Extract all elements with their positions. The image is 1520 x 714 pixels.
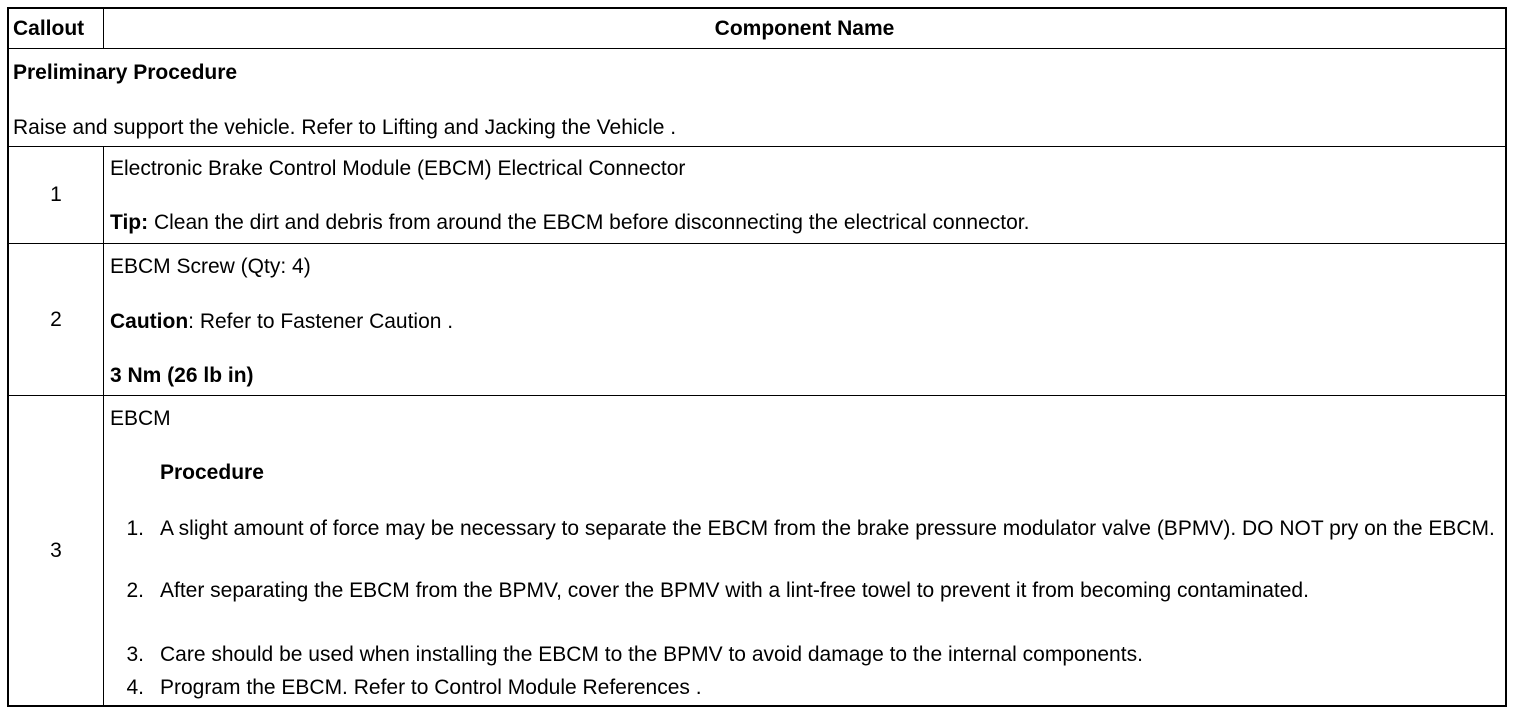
caution-text: Caution: Refer to Fastener Caution . [110, 310, 454, 333]
table-row [9, 396, 1505, 705]
preliminary-row [9, 49, 1505, 147]
table-row [9, 244, 1505, 396]
callout-number: 1 [9, 147, 104, 243]
list-item: 3. Care should be used when installing the EBCM to the BPMV to avoid damage to the internal components. [126, 643, 1143, 666]
callout-number: 3 [9, 396, 104, 705]
tip-text: Tip: Clean the dirt and debris from around the EBCM before disconnecting the electrical connector. [110, 211, 1030, 234]
procedure-title: Procedure [160, 461, 264, 484]
callout-number: 2 [9, 244, 104, 395]
list-item: 4. Program the EBCM. Refer to Control Module References . [126, 676, 702, 699]
list-item: 1. A slight amount of force may be necessary to separate the EBCM from the brake pressure modulator valve (BPMV). DO NOT pry on the EBCM. [126, 517, 1495, 540]
preliminary-text: Raise and support the vehicle. Refer to Lifting and Jacking the Vehicle . [13, 116, 677, 139]
component-name: Electronic Brake Control Module (EBCM) Electrical Connector [110, 157, 686, 180]
procedure-table [7, 7, 1507, 707]
list-item: 2. After separating the EBCM from the BPMV, cover the BPMV with a lint-free towel to prevent it from becoming contaminated. [126, 579, 1309, 602]
preliminary-title: Preliminary Procedure [13, 61, 238, 84]
component-name: EBCM Screw (Qty: 4) [110, 255, 311, 278]
header-callout: Callout [9, 9, 104, 48]
component-name: EBCM [110, 407, 171, 430]
header-component-name: Component Name [714, 16, 895, 40]
torque-spec: 3 Nm (26 lb in) [110, 364, 254, 387]
table-header-row [9, 9, 1505, 49]
table-row [9, 147, 1505, 244]
